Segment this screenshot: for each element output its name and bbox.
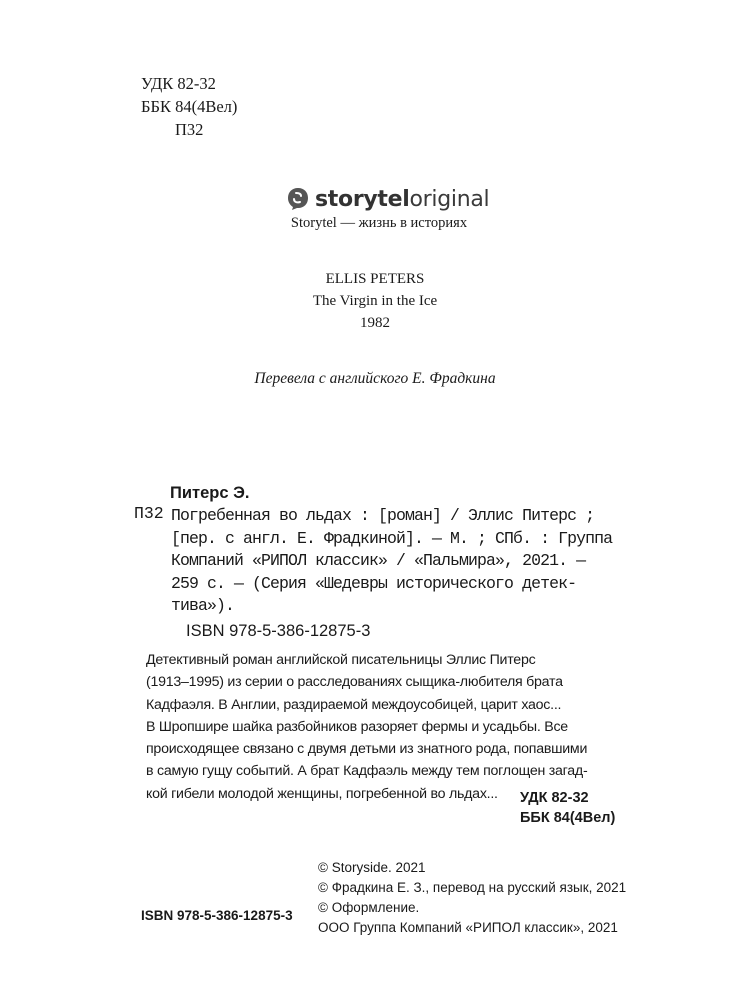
catalog-entry xyxy=(171,505,631,618)
bottom-classification-codes xyxy=(520,788,615,828)
annotation xyxy=(146,649,633,805)
bbk-code-bottom: ББК 84(4Вел) xyxy=(520,810,616,826)
catalog-entry-line: Погребенная во льдах : [роман] / Эллис Питерс ; xyxy=(171,506,595,525)
catalog-entry-line: [пер. с англ. Е. Фрадкиной]. — М. ; СПб. : Группа xyxy=(171,528,613,548)
catalog-author: Питерс Э. xyxy=(170,484,250,502)
udk-code-bottom: УДК 82-32 xyxy=(520,790,589,806)
original-author: ELLIS PETERS xyxy=(325,271,425,287)
original-title: The Virgin in the Ice xyxy=(312,293,438,309)
catalog-code: П32 xyxy=(134,504,164,523)
catalog-isbn: ISBN 978-5-386-12875-3 xyxy=(186,622,371,640)
catalog-entry-line: тива»). xyxy=(171,596,235,615)
annotation-line: происходящее связано с двумя детьми из знатного рода, попавшими xyxy=(146,741,588,758)
top-classification-codes xyxy=(141,72,237,141)
annotation-line: В Шропшире шайка разбойников разоряет фермы и усадьбы. Все xyxy=(146,718,568,735)
translator-credit: Перевела с английского Е. Фрадкина xyxy=(254,370,496,387)
catalog-entry-line: 259 с. — (Серия «Шедевры исторического детек- xyxy=(171,573,577,593)
copyright-block xyxy=(318,858,626,938)
brand-name-light: original xyxy=(409,186,490,212)
copyright-line: © Storyside. 2021 xyxy=(318,860,426,875)
copyright-line: ООО Группа Компаний «РИПОЛ классик», 2021 xyxy=(318,920,618,935)
author-mark-code: П32 xyxy=(175,120,204,139)
copyright-line: © Оформление. xyxy=(318,900,420,915)
publisher-brand xyxy=(287,184,489,214)
bbk-code: ББК 84(4Вел) xyxy=(141,97,238,116)
annotation-line: Кадфаэля. В Англии, раздираемой междоусобицей, царит хаос... xyxy=(146,696,562,713)
annotation-line: кой гибели молодой женщины, погребенной во льдах... xyxy=(146,785,498,802)
annotation-line: (1913–1995) из серии о расследованиях сыщика-любителя брата xyxy=(146,674,563,691)
brand-wordmark xyxy=(315,187,489,212)
copyright-line: © Фрадкина Е. З., перевод на русский язык, 2021 xyxy=(318,880,627,895)
catalog-entry-line: Компаний «РИПОЛ классик» / «Пальмира», 2021. — xyxy=(171,551,586,570)
brand-name-bold: storytel xyxy=(315,186,410,212)
annotation-line: в самую гущу событий. А брат Кадфаэль между тем поглощен загад- xyxy=(146,763,588,780)
udk-code: УДК 82-32 xyxy=(141,74,216,93)
original-year: 1982 xyxy=(360,315,390,331)
storytel-logo-icon xyxy=(287,187,309,211)
brand-tagline: Storytel — жизнь в историях xyxy=(290,215,468,231)
original-edition-info xyxy=(0,268,750,334)
annotation-line: Детективный роман английской писательницы Эллис Питерс xyxy=(146,652,536,668)
isbn-bottom: ISBN 978-5-386-12875-3 xyxy=(141,908,293,923)
